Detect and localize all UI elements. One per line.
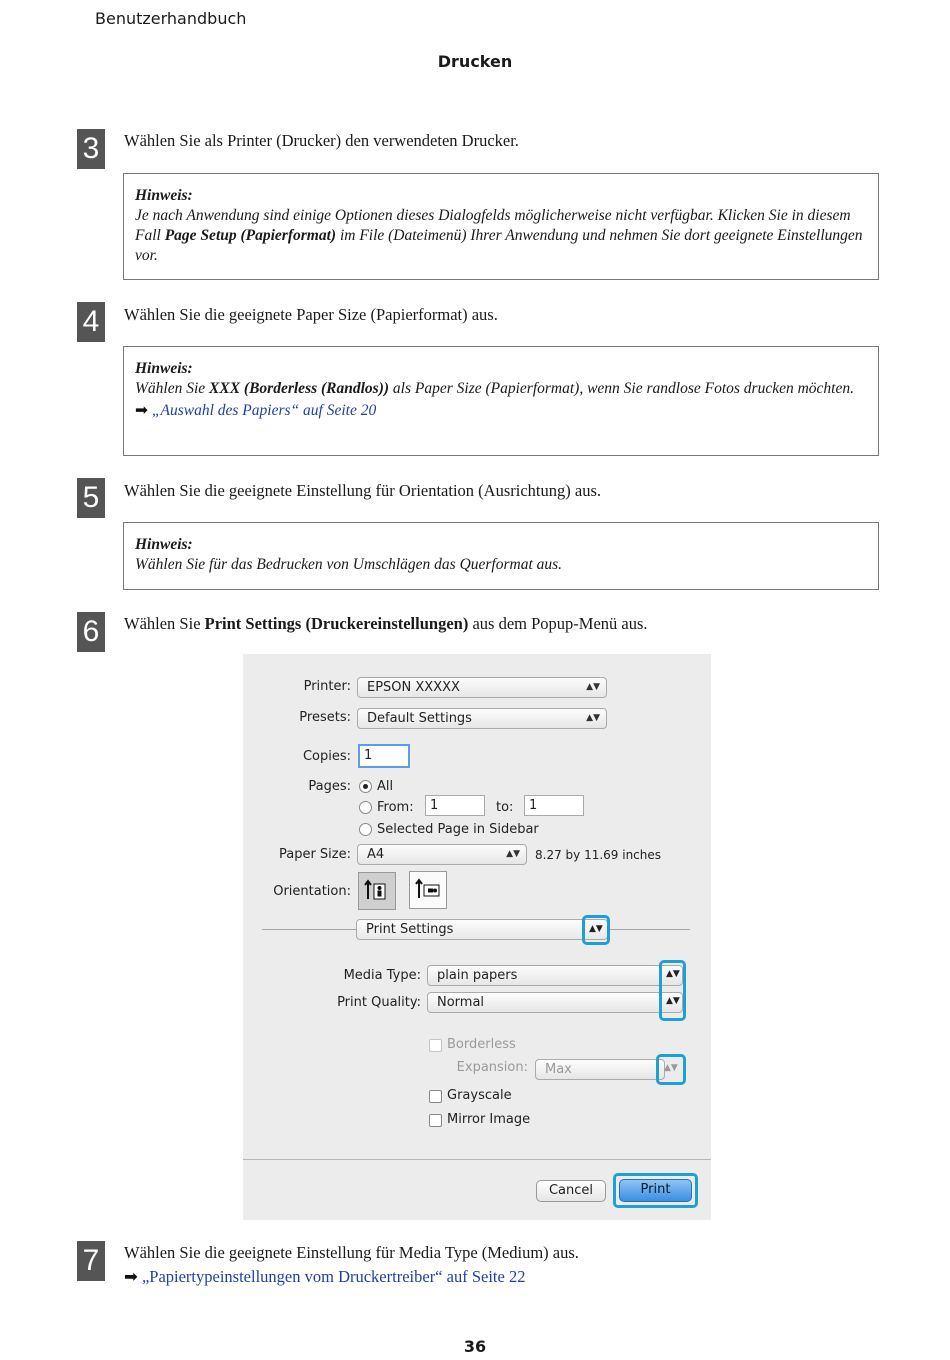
note-3 <box>123 522 879 590</box>
step-7-text: Wählen Sie die geeignete Einstellung für Media Type (Medium) aus. ➡ „Papiertypeinstellungen vom Druckertreiber“ auf Seite 22 <box>124 1243 579 1286</box>
stepper-icon: ▲▼ <box>666 969 680 979</box>
step-3-text: Wählen Sie als Printer (Drucker) den verwendeten Drucker. <box>124 131 519 150</box>
grayscale-checkbox[interactable] <box>429 1090 442 1103</box>
stepper-icon: ▲▼ <box>586 713 600 723</box>
expansion-popup[interactable]: Max <box>535 1059 665 1080</box>
pages-from-radio[interactable] <box>359 801 372 814</box>
cross-reference-link[interactable]: „Auswahl des Papiers“ auf Seite 20 <box>151 402 377 419</box>
section-title: Drucken <box>437 52 513 71</box>
note-title: Hinweis: <box>135 536 193 553</box>
portrait-button[interactable] <box>358 872 396 910</box>
copies-field[interactable]: 1 <box>358 744 410 768</box>
selected-page-label: Selected Page in Sidebar <box>377 822 539 837</box>
step-number-3: 3 <box>77 129 105 169</box>
arrow-icon: ➡ <box>135 402 148 419</box>
cancel-button[interactable]: Cancel <box>536 1180 606 1202</box>
step-5-text: Wählen Sie die geeignete Einstellung für Orientation (Ausrichtung) aus. <box>124 481 601 500</box>
step-number-7: 7 <box>77 1241 105 1281</box>
media-type-popup[interactable]: plain papers <box>427 965 683 986</box>
presets-label: Presets: <box>299 710 351 725</box>
stepper-icon: ▲▼ <box>586 682 600 692</box>
printer-popup[interactable]: EPSON XXXXX ▲▼ <box>357 677 607 698</box>
note-title: Hinweis: <box>135 187 193 204</box>
pages-all-label: All <box>377 779 394 794</box>
print-quality-popup[interactable]: Normal <box>427 992 683 1013</box>
note-1 <box>123 173 879 280</box>
landscape-button[interactable] <box>409 871 447 909</box>
expansion-label: Expansion: <box>456 1060 528 1075</box>
portrait-icon <box>359 873 395 909</box>
pages-all-radio[interactable] <box>359 780 372 793</box>
document-title: Benutzerhandbuch <box>95 9 247 28</box>
paper-dimensions: 8.27 by 11.69 inches <box>535 848 662 862</box>
print-quality-label: Print Quality: <box>337 995 421 1010</box>
paper-size-label: Paper Size: <box>278 847 351 862</box>
paper-size-popup[interactable]: A4 ▲▼ <box>357 844 527 865</box>
step-4-text: Wählen Sie die geeignete Paper Size (Papierformat) aus. <box>124 305 498 324</box>
grayscale-label: Grayscale <box>447 1088 512 1103</box>
copies-label: Copies: <box>302 749 351 764</box>
printer-label: Printer: <box>303 679 351 694</box>
stepper-icon: ▲▼ <box>506 849 520 859</box>
media-type-label: Media Type: <box>343 968 421 983</box>
page-number: 36 <box>463 1337 487 1356</box>
landscape-icon <box>410 872 446 908</box>
print-button[interactable]: Print <box>619 1179 692 1202</box>
note-2 <box>123 346 879 456</box>
note-title: Hinweis: <box>135 360 193 377</box>
stepper-icon: ▲▼ <box>666 996 680 1006</box>
step-number-4: 4 <box>77 302 105 342</box>
note-body: Je nach Anwendung sind einige Optionen dieses Dialogfelds möglicherweise nicht verfügbar. Klicken Sie in diesem Fall Page Setup (Papierformat) im File (Dateimenü) Ihrer Anwendung und nehmen Sie dort geeignete Einstellungen vor. <box>135 207 863 264</box>
mirror-image-label: Mirror Image <box>447 1112 531 1127</box>
footer-divider <box>243 1159 711 1160</box>
selected-page-radio[interactable] <box>359 823 372 836</box>
step-number-5: 5 <box>77 478 105 518</box>
stepper-icon: ▲▼ <box>664 1063 678 1073</box>
mirror-image-checkbox[interactable] <box>429 1114 442 1127</box>
pages-from-label: From: <box>377 800 414 815</box>
note-body: Wählen Sie für das Bedrucken von Umschlägen das Querformat aus. <box>135 556 563 573</box>
arrow-icon: ➡ <box>124 1267 138 1286</box>
note-body: Wählen Sie XXX (Borderless (Randlos)) als Paper Size (Papierformat), wenn Sie randlose Fotos drucken möchten. <box>135 380 854 397</box>
orientation-label: Orientation: <box>273 884 351 899</box>
step-number-6: 6 <box>77 612 105 652</box>
borderless-label: Borderless <box>447 1037 516 1052</box>
print-dialog <box>243 654 711 1220</box>
to-field[interactable]: 1 <box>524 795 584 816</box>
panel-stepper-icon: ▲▼ <box>589 924 603 934</box>
pages-label: Pages: <box>308 779 351 794</box>
from-field[interactable]: 1 <box>425 795 485 816</box>
pages-to-label: to: <box>496 800 514 815</box>
borderless-checkbox[interactable] <box>429 1039 442 1052</box>
presets-popup[interactable]: Default Settings ▲▼ <box>357 708 607 729</box>
panel-popup[interactable]: Print Settings <box>356 919 608 940</box>
cross-reference-link[interactable]: „Papiertypeinstellungen vom Druckertreiber“ auf Seite 22 <box>141 1267 526 1286</box>
step-6-text: Wählen Sie Print Settings (Druckereinstellungen) aus dem Popup-Menü aus. <box>124 614 648 633</box>
